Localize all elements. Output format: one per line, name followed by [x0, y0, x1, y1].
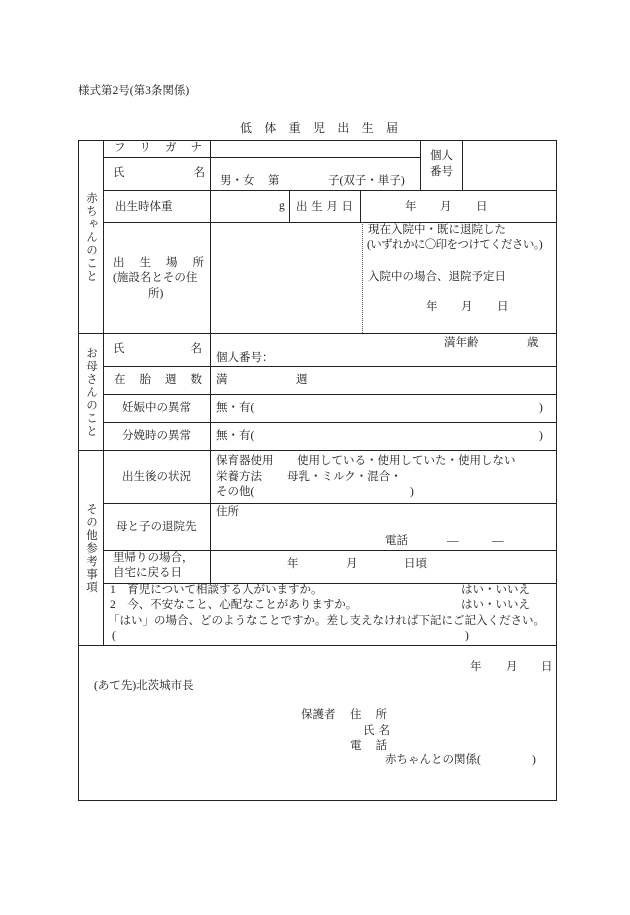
birth-place-label: 出 生 場 所: [113, 257, 204, 269]
guardian-phone-label: 電 話: [350, 740, 387, 752]
relationship-label: 赤ちゃんとの関係(: [385, 754, 481, 766]
postnatal-status-label: 出生後の状況: [122, 471, 191, 483]
pregnancy-abnormality-options: 無・有(: [216, 402, 255, 414]
birth-place-sublabel: 所): [148, 288, 164, 300]
submission-year-label: 年: [470, 661, 482, 673]
phone-separator: ―: [447, 535, 459, 547]
baby-id-number-label: 番号: [430, 166, 453, 178]
table-rule-h: [78, 645, 556, 646]
hospital-status-options: 現在入院中・既に退院した: [368, 224, 506, 236]
incubator-options: 使用している・使用していた・使用しない: [297, 455, 516, 467]
discharge-destination-label: 母と子の退院先: [116, 521, 197, 533]
pregnancy-abnormality-close: ): [539, 402, 543, 414]
table-rule-h: [103, 222, 556, 223]
question-answer-options: はい・いいえ: [461, 584, 530, 596]
destination-phone-label: 電話: [385, 535, 408, 547]
discharge-year-label: 年: [426, 301, 438, 313]
pregnancy-abnormality-label: 妊娠中の異常: [122, 402, 191, 414]
discharge-date-label: 入院中の場合、退院予定日: [368, 271, 506, 283]
table-rule-v: [210, 140, 211, 583]
table-rule-h: [103, 366, 556, 367]
baby-id-number-label: 個人: [430, 150, 453, 162]
followup-open-paren: (: [112, 630, 116, 642]
discharge-month-label: 月: [461, 301, 473, 313]
homecoming-day-label: 日頃: [404, 558, 427, 570]
homecoming-label: 里帰りの場合，: [113, 552, 194, 564]
table-rule-v: [103, 140, 104, 645]
followup-close-paren: ): [465, 630, 469, 642]
hospital-status-instruction: (いずれかに〇印をつけてください。): [367, 239, 543, 251]
table-rule-h: [103, 422, 556, 423]
table-rule-h: [103, 503, 556, 504]
mother-age-label: 満年齢: [444, 337, 479, 349]
table-rule-v: [462, 140, 463, 190]
homecoming-label: 自宅に戻る日: [113, 567, 182, 579]
birth-date-day-label: 日: [476, 201, 488, 213]
mother-name-label: 氏 名: [113, 343, 202, 355]
other-section: [79, 451, 103, 645]
baby-section: [79, 141, 103, 333]
table-rule-h: [103, 190, 556, 191]
submission-month-label: 月: [506, 661, 518, 673]
other-section-label: その他参考事項: [85, 502, 97, 594]
birth-order-prefix: 第: [268, 175, 280, 187]
delivery-abnormality-label: 分娩時の異常: [122, 430, 191, 442]
feeding-options: 母乳・ミルク・混合・: [287, 471, 402, 483]
dotted-divider: [362, 222, 363, 333]
question-text: 2 今、不安なこと、心配なことがありますか。: [110, 599, 358, 611]
table-rule-v: [420, 140, 421, 190]
guardian-name-label: 氏 名: [363, 725, 390, 737]
question-answer-options: はい・いいえ: [461, 599, 530, 611]
followup-prompt: 「はい」の場合、どのようなことですか。差し支えなければ下記にご記入ください。: [108, 615, 545, 627]
baby-name-label: 氏 名: [113, 167, 205, 179]
submission-day-label: 日: [541, 661, 553, 673]
mother-section: [79, 334, 103, 450]
baby-sex-options: 男・女: [220, 175, 255, 187]
guardian-label: 保護者: [301, 709, 336, 721]
addressee: (あて先)北茨城市長: [94, 680, 194, 692]
form-title: 低 体 重 児 出 生 届: [240, 121, 398, 135]
incubator-label: 保育器使用: [216, 455, 274, 467]
birth-date-month-label: 月: [440, 201, 452, 213]
birth-date-label: 出 生 月 日: [296, 201, 353, 213]
birth-order-suffix: 子(双子・単子): [328, 175, 405, 187]
birth-place-sublabel: (施設名とその住: [113, 272, 198, 284]
birth-date-year-label: 年: [405, 201, 417, 213]
birth-weight-unit: g: [279, 200, 285, 212]
question-text: 1 育児について相談する人がいますか。: [110, 584, 323, 596]
birth-weight-label: 出生時体重: [115, 201, 173, 213]
mother-age-unit: 歳: [527, 337, 539, 349]
mother-section-label: お母さんのこと: [85, 346, 97, 438]
table-rule-h: [78, 450, 556, 451]
gestation-label: 在 胎 週 数: [114, 374, 202, 386]
delivery-abnormality-options: 無・有(: [216, 430, 255, 442]
form-number: 様式第2号(第3条関係): [78, 85, 190, 97]
relationship-close: ): [532, 754, 536, 766]
other-status-close: ): [410, 486, 414, 498]
table-rule-v: [289, 190, 290, 222]
guardian-address-label: 住 所: [350, 709, 387, 721]
homecoming-year-label: 年: [287, 558, 299, 570]
table-rule-h: [103, 394, 556, 395]
destination-address-label: 住所: [216, 506, 239, 518]
phone-separator: ―: [492, 535, 504, 547]
table-rule-h: [103, 550, 556, 551]
table-rule-h: [78, 333, 556, 334]
other-status-label: その他(: [216, 486, 255, 498]
gestation-prefix: 満: [216, 374, 228, 386]
gestation-unit: 週: [296, 374, 308, 386]
delivery-abnormality-close: ): [539, 430, 543, 442]
baby-section-label: 赤ちゃんのこと: [85, 191, 97, 283]
feeding-label: 栄養方法: [216, 471, 262, 483]
furigana-label: フ リ ガ ナ: [114, 142, 202, 154]
discharge-day-label: 日: [497, 301, 509, 313]
table-rule-h: [103, 157, 420, 158]
homecoming-month-label: 月: [346, 558, 358, 570]
table-rule-v: [360, 190, 361, 222]
mother-id-number-label: 個人番号：: [216, 352, 274, 364]
